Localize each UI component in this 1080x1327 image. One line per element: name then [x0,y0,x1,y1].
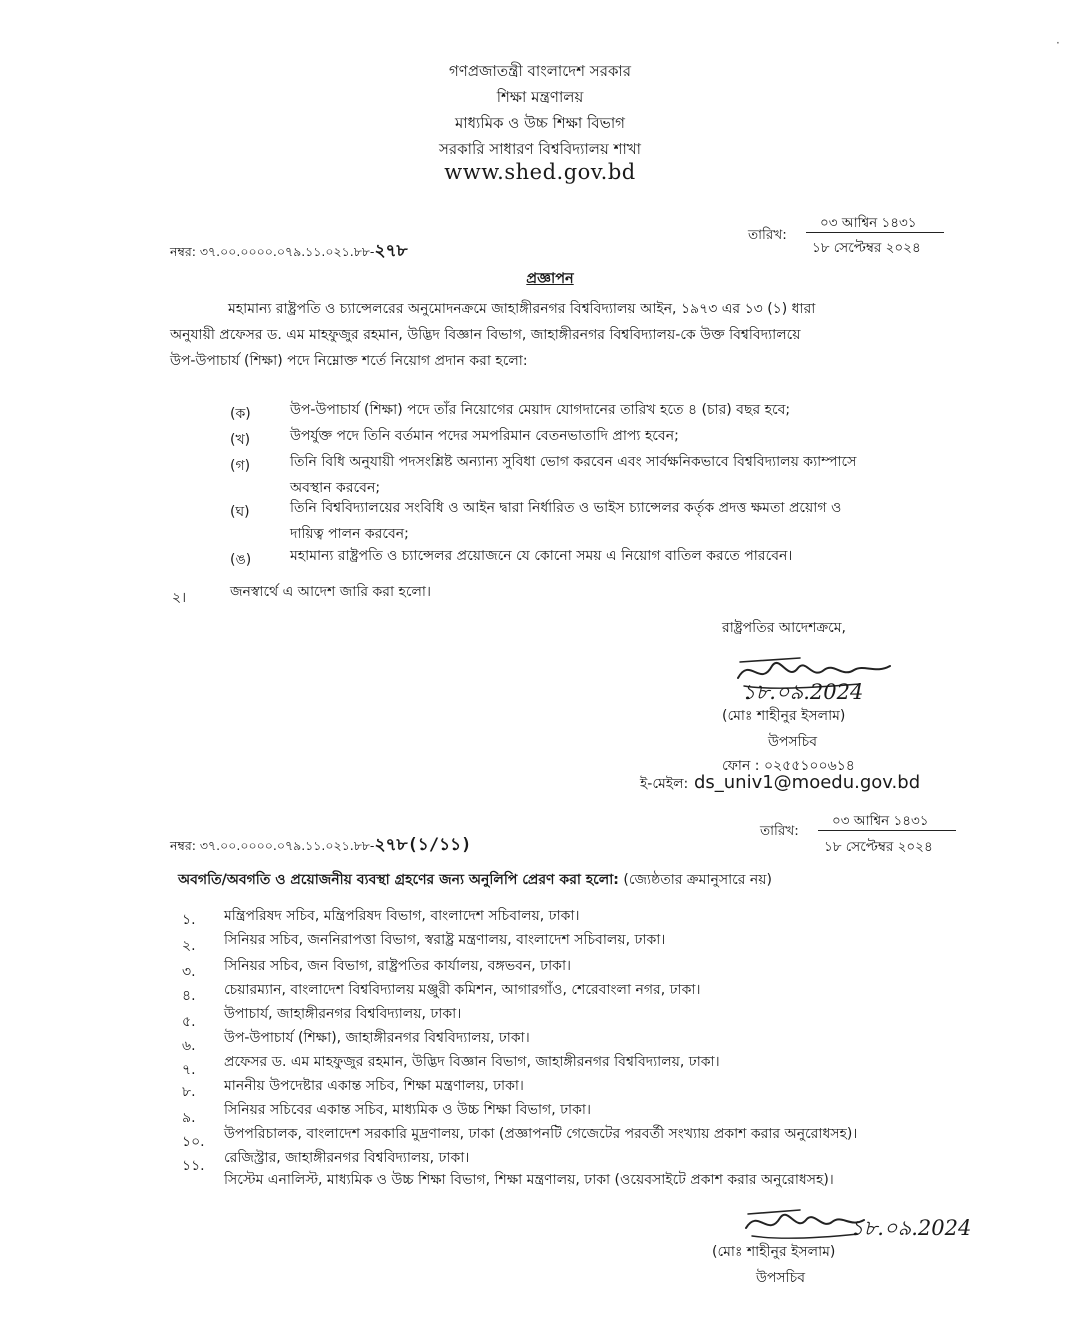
copy-item-5-number: ৫. [182,1014,196,1030]
date-divider [806,232,944,233]
signature-1-date: ১৮.০৯.2024 [742,680,864,704]
copy-memo-date [760,808,960,858]
copy-date-label: তারিখ: [760,823,799,839]
intro-line-3: উপ-উপাচার্য (শিক্ষা) পদে নিম্নোক্ত শর্তে নিয়োগ প্রদান করা হলো: [170,353,528,369]
date-english: ১৮ সেপ্টেম্বর ২০২৪ [812,240,921,256]
copy-list-heading [178,868,772,892]
condition-uma: মহামান্য রাষ্ট্রপতি ও চ্যান্সেলর প্রয়োজনে যে কোনো সময় এ নিয়োগ বাতিল করতে পারবেন। [290,548,793,564]
para-2-number: ২। [172,590,187,606]
copy-list-heading-main: অবগতি/অবগতি ও প্রয়োজনীয় ব্যবস্থা গ্রহণের জন্য অনুলিপি প্রেরণ করা হলো: [178,872,619,888]
copy-item-3: সিনিয়র সচিব, জন বিভাগ, রাষ্ট্রপতির কার্যালয়, বঙ্গভবন, ঢাকা। [224,958,572,974]
copy-item-2: সিনিয়র সচিব, জননিরাপত্তা বিভাগ, স্বরাষ্ট্র মন্ত্রণালয়, বাংলাদেশ সচিবালয়, ঢাকা। [224,932,666,948]
copy-item-1-number: ১. [182,912,196,928]
date-bangla: ০৩ আশ্বিন ১৪৩১ [820,215,917,231]
intro-line-1: মহামান্য রাষ্ট্রপতি ও চ্যান্সেলরের অনুমোদনক্রমে জাহাঙ্গীরনগর বিশ্ববিদ্যালয় আইন, ১৯৭৩ এর ১৩ (১) ধারা [228,301,816,317]
order-text: রাষ্ট্রপতির আদেশক্রমে, [722,620,846,636]
copy-item-5: উপাচার্য, জাহাঙ্গীরনগর বিশ্ববিদ্যালয়, ঢাকা। [224,1006,462,1022]
para-2-text: জনস্বার্থে এ আদেশ জারি করা হলো। [230,584,431,600]
intro-line-2: অনুযায়ী প্রফেসর ড. এম মাহফুজুর রহমান, উদ্ভিদ বিজ্ঞান বিভাগ, জাহাঙ্গীরনগর বিশ্ববিদ্যালয়-কে উক্ত বিশ্ববিদ্যালয়ে [170,327,801,343]
copy-date-divider [818,830,956,831]
condition-ga-line-1: তিনি বিধি অনুযায়ী পদসংশ্লিষ্ট অন্যান্য সুবিধা ভোগ করবেন এবং সার্বক্ষনিকভাবে বিশ্ববিদ্যালয় ক্যাম্পাসে [290,454,857,470]
condition-gha-line-2: দায়িত্ব পালন করবেন; [290,526,409,542]
notice-intro [170,296,950,374]
condition-key-ka: (ক) [230,406,251,422]
copy-item-10-number: ১০. [182,1134,205,1150]
copy-item-2-number: ২. [182,938,196,954]
copy-item-7-number: ৭. [182,1062,196,1078]
copy-memo-number [170,832,471,860]
signatory-phone: ফোন : ০২৫৫১০০৬১৪ [722,758,855,774]
scan-speck: · [1056,36,1060,50]
copy-item-10: উপপরিচালক, বাংলাদেশ সরকারি মুদ্রণালয়, ঢাকা (প্রজ্ঞাপনটি গেজেটের পরবর্তী সংখ্যায় প্রকাশ করার অনুরোধসহ)। [224,1126,858,1142]
copy-item-9: সিনিয়র সচিবের একান্ত সচিব, মাধ্যমিক ও উচ্চ শিক্ষা বিভাগ, ঢাকা। [224,1102,591,1118]
signatory-name: (মোঃ শাহীনুর ইসলাম) [722,708,846,724]
memo-number [170,238,408,266]
notice-title: প্রজ্ঞাপন [526,271,574,287]
header-branch: সরকারি সাধারণ বিশ্ববিদ্যালয় শাখা [438,140,642,158]
signatory-2-designation: উপসচিব [756,1270,806,1286]
copy-item-11-number: ১১. [182,1158,205,1174]
condition-key-ga: (গ) [230,458,251,474]
signatory-2-name: (মোঃ শাহীনুর ইসলাম) [712,1244,836,1260]
condition-key-gha: (ঘ) [230,504,250,520]
copy-memo-number-prefix: নম্বর: ৩৭.০০.০০০০.০৭৯.১১.০২১.৮৮- [170,838,375,853]
date-label: তারিখ: [748,227,787,243]
signature-2-date: ১৮.০৯.2024 [850,1216,972,1240]
copy-item-4: চেয়ারম্যান, বাংলাদেশ বিশ্ববিদ্যালয় মঞ্জুরী কমিশন, আগারগাঁও, শেরেবাংলা নগর, ঢাকা। [224,982,701,998]
condition-key-kha: (খ) [230,432,251,448]
copy-item-1: মন্ত্রিপরিষদ সচিব, মন্ত্রিপরিষদ বিভাগ, বাংলাদেশ সচিবালয়, ঢাকা। [224,908,580,924]
condition-ka: উপ-উপাচার্য (শিক্ষা) পদে তাঁর নিয়োগের মেয়াদ যোগদানের তারিখ হতে ৪ (চার) বছর হবে; [290,402,791,418]
copy-item-6: উপ-উপাচার্য (শিক্ষা), জাহাঙ্গীরনগর বিশ্ববিদ্যালয়, ঢাকা। [224,1030,530,1046]
header-website[interactable]: www.shed.gov.bd [444,160,636,184]
copy-item-12: সিস্টেম এনালিস্ট, মাধ্যমিক ও উচ্চ শিক্ষা বিভাগ, শিক্ষা মন্ত্রণালয়, ঢাকা (ওয়েবসাইটে প্রকাশ করার অনুরোধসহ)। [224,1172,834,1188]
copy-item-6-number: ৬. [182,1038,196,1054]
copy-item-9-number: ৯. [182,1110,196,1126]
copy-item-8: মাননীয় উপদেষ্টার একান্ত সচিব, শিক্ষা মন্ত্রণালয়, ঢাকা। [224,1078,524,1094]
copy-item-7: প্রফেসর ড. এম মাহফুজুর রহমান, উদ্ভিদ বিজ্ঞান বিভাগ, জাহাঙ্গীরনগর বিশ্ববিদ্যালয়, ঢাকা। [224,1054,720,1070]
condition-gha-line-1: তিনি বিশ্ববিদ্যালয়ের সংবিধি ও আইন দ্বারা নির্ধারিত ও ভাইস চ্যান্সেলর কর্তৃক প্রদত্ত ক্ষমতা প্রয়োগ ও [290,500,842,516]
condition-ga-line-2: অবস্থান করবেন; [290,480,381,496]
signatory-email [640,772,920,796]
header-ministry: শিক্ষা মন্ত্রণালয় [496,88,584,106]
copy-date-bangla: ০৩ আশ্বিন ১৪৩১ [832,813,929,829]
copy-item-8-number: ৮. [182,1084,196,1100]
copy-memo-number-handwritten: ২৭৮(১/১১) [374,835,472,855]
condition-kha: উপর্যুক্ত পদে তিনি বর্তমান পদের সমপরিমান বেতনভাতাদি প্রাপ্য হবেন; [290,428,679,444]
copy-date-english: ১৮ সেপ্টেম্বর ২০২৪ [824,839,933,855]
email-address[interactable]: ds_univ1@moedu.gov.bd [693,772,921,793]
copy-item-4-number: ৪. [182,988,196,1004]
memo-number-prefix: নম্বর: ৩৭.০০.০০০০.০৭৯.১১.০২১.৮৮- [170,244,375,259]
copy-item-11: রেজিস্ট্রার, জাহাঙ্গীরনগর বিশ্ববিদ্যালয়, ঢাকা। [224,1150,470,1166]
header-division: মাধ্যমিক ও উচ্চ শিক্ষা বিভাগ [454,114,626,132]
condition-key-uma: (ঙ) [230,552,252,568]
memo-date [748,208,948,258]
memo-number-handwritten: ২৭৮ [374,241,408,261]
header-government: গণপ্রজাতন্ত্রী বাংলাদেশ সরকার [448,62,632,80]
copy-item-3-number: ৩. [182,964,196,980]
email-label: ই-মেইল: [640,776,689,792]
signatory-designation: উপসচিব [768,734,818,750]
copy-list-heading-note: (জ্যেষ্ঠতার ক্রমানুসারে নয়) [623,872,772,888]
